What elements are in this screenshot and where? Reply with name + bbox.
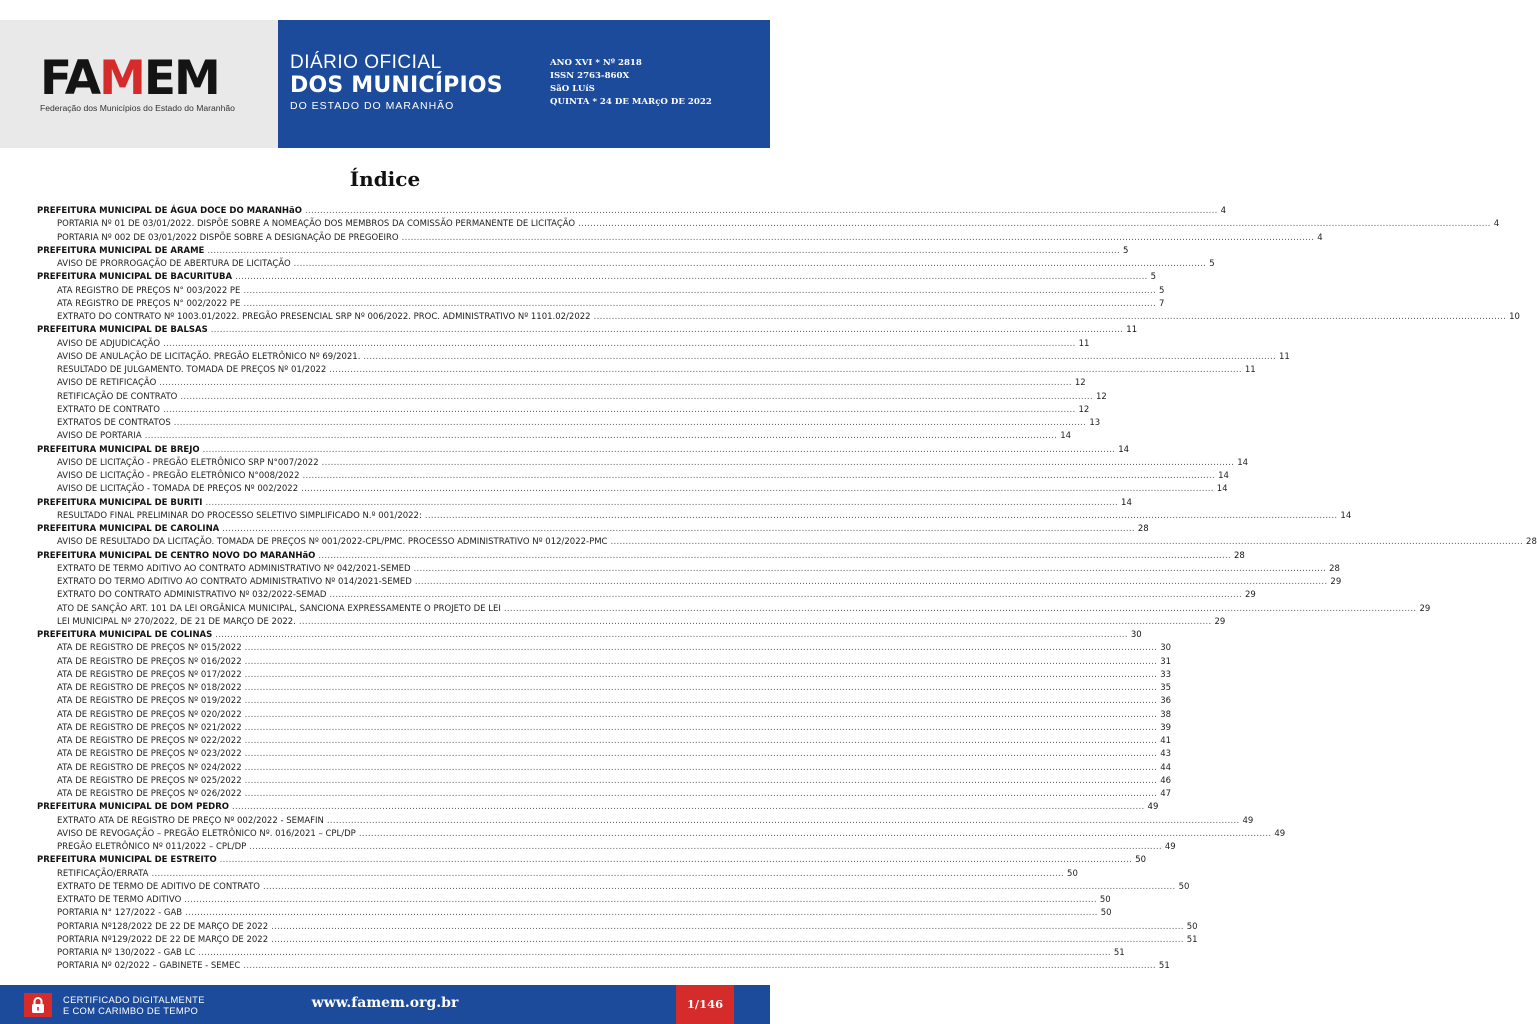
index-item-row[interactable] <box>37 338 1090 352</box>
dot-leader <box>245 789 1158 799</box>
page-number: 1/146 <box>676 985 734 1024</box>
index-entry-label: EXTRATO DO TERMO ADITIVO AO CONTRATO ADMINISTRATIVO Nº 014/2021-SEMED <box>57 577 412 587</box>
dot-leader <box>578 219 1491 229</box>
index-entry-page: 49 <box>1274 828 1286 839</box>
index-item-row[interactable] <box>37 842 1176 855</box>
index-entry-label: AVISO DE ANULAÇÃO DE LICITAÇÃO. PREGÃO ELETRÔNICO Nº 69/2021. <box>57 351 361 362</box>
index-entry-label: PREFEITURA MUNICIPAL DE ESTREITO <box>37 855 217 866</box>
dot-leader <box>414 564 1327 574</box>
cert-line2: E COM CARIMBO DE TEMPO <box>63 1005 199 1016</box>
index-item-row[interactable] <box>37 828 1286 842</box>
index-entry-page: 28 <box>1137 524 1149 534</box>
index-entry-label: ATO DE SANÇÃO ART. 101 DA LEI ORGÂNICA MUNICIPAL, SANCIONA EXPRESSAMENTE O PROJETO DE LEI <box>57 603 501 614</box>
dot-leader <box>610 537 1523 547</box>
index-item-row[interactable] <box>37 418 1101 431</box>
index-section-row[interactable] <box>37 206 1227 219</box>
issue-meta <box>550 57 712 109</box>
index-entry-label: EXTRATO DE TERMO ADITIVO <box>57 895 182 905</box>
index-item-row[interactable] <box>37 616 1226 630</box>
index-entry-label: AVISO DE LICITAÇÃO - PREGÃO ELETRÔNICO SRP N°007/2022 <box>57 457 319 468</box>
index-entry-page: 10 <box>1509 312 1520 322</box>
index-entry-label: RESULTADO FINAL PRELIMINAR DO PROCESSO SELETIVO SIMPLIFICADO N.º 001/2022: <box>57 510 422 521</box>
dot-leader <box>163 339 1076 349</box>
index-entry-label: PORTARIA Nº128/2022 DE 22 DE MARÇO DE 2022 <box>57 921 269 932</box>
index-entry-label: ATA DE REGISTRO DE PREÇOS Nº 023/2022 <box>57 749 242 760</box>
index-entry-label: PORTARIA Nº 002 DE 03/01/2022 DISPÕE SOBRE A DESIGNAÇÃO DE PREGOEIRO <box>57 232 399 243</box>
index-entry-page: 5 <box>1122 245 1129 256</box>
dot-leader <box>159 378 1072 388</box>
index-entry-page: 50 <box>1186 921 1198 932</box>
index-item-row[interactable] <box>37 722 1172 736</box>
index-section-row[interactable] <box>37 444 1130 458</box>
index-entry-label: ATA DE REGISTRO DE PREÇOS Nº 022/2022 <box>57 736 242 746</box>
index-item-row[interactable] <box>37 643 1172 656</box>
index-entry-page: 12 <box>1078 404 1090 415</box>
index-entry-label: RESULTADO DE JULGAMENTO. TOMADA DE PREÇOS Nº 01/2022 <box>57 365 327 375</box>
dot-leader <box>222 524 1135 534</box>
index-entry-label: PREFEITURA MUNICIPAL DE DOM PEDRO <box>37 802 229 813</box>
index-entry-label: PREFEITURA MUNICIPAL DE BURITI <box>37 497 203 508</box>
index-entry-label: EXTRATO DE TERMO DE ADITIVO DE CONTRATO <box>57 881 260 892</box>
dot-leader <box>232 802 1145 812</box>
dot-leader <box>205 498 1118 508</box>
index-item-row[interactable] <box>37 259 1215 272</box>
index-item-row[interactable] <box>37 378 1086 391</box>
index-entry-page: 12 <box>1095 391 1107 402</box>
index-entry-page: 4 <box>1220 206 1227 216</box>
index-entry-page: 33 <box>1160 669 1172 680</box>
index-entry-label: AVISO DE LICITAÇÃO - TOMADA DE PREÇOS Nº 002/2022 <box>57 484 299 495</box>
index-entry-page: 44 <box>1160 762 1172 773</box>
index-section-row[interactable] <box>37 855 1147 868</box>
index-entry-label: AVISO DE PRORROGAÇÃO DE ABERTURA DE LICITAÇÃO <box>57 259 291 269</box>
dot-leader <box>174 418 1087 428</box>
famem-logo <box>40 51 250 113</box>
index-entry-page: 28 <box>1329 563 1340 574</box>
index-entry-label: ATA DE REGISTRO DE PREÇOS Nº 020/2022 <box>57 709 242 720</box>
index-item-row[interactable] <box>37 815 1254 829</box>
index-entry-page: 38 <box>1160 709 1172 720</box>
index-entry-label: PORTARIA Nº 130/2022 - GAB LC <box>57 948 196 958</box>
index-entry-page: 12 <box>1074 378 1086 389</box>
index-entry-label: AVISO DE REVOGAÇÃO – PREGÃO ELETRÔNICO Nº. 016/2021 – CPL/DP <box>57 828 356 839</box>
index-entry-page: 14 <box>1060 431 1072 442</box>
dot-leader <box>245 643 1158 653</box>
index-entry-page: 51 <box>1113 948 1125 958</box>
banner-title-line2: DOS MUNICÍPIOS <box>290 73 503 98</box>
dot-leader <box>211 325 1124 335</box>
index-item-row[interactable] <box>37 934 1198 948</box>
index-entry-page: 11 <box>1126 325 1138 336</box>
index-entry-label: ATA DE REGISTRO DE PREÇOS Nº 019/2022 <box>57 696 242 707</box>
dot-leader <box>151 869 1064 879</box>
index-title: Índice <box>349 167 421 191</box>
index-entry-label: EXTRATOS DE CONTRATOS <box>57 418 171 428</box>
index-entry-page: 11 <box>1078 338 1090 349</box>
footer <box>0 985 770 1024</box>
website-link[interactable]: www.famem.org.br <box>311 995 459 1011</box>
index-entry-label: EXTRATO ATA DE REGISTRO DE PREÇO Nº 002/2022 - SEMAFIN <box>57 815 324 826</box>
index-entry-page: 4 <box>1317 232 1323 243</box>
dot-leader <box>243 299 1156 309</box>
index-item-row[interactable] <box>37 868 1078 882</box>
index-entry-page: 49 <box>1242 815 1254 826</box>
index-entry-page: 50 <box>1178 881 1190 892</box>
dot-leader <box>299 617 1212 627</box>
dot-leader <box>245 776 1158 786</box>
index-entry-label: PREFEITURA MUNICIPAL DE CENTRO NOVO DO MARANHãO <box>37 550 316 561</box>
city: SãO LUíS <box>550 84 595 94</box>
dot-leader <box>243 286 1156 296</box>
dot-leader <box>185 908 1098 918</box>
index-section-row[interactable] <box>37 550 1245 564</box>
index-entry-label: ATA REGISTRO DE PREÇOS N° 002/2022 PE <box>57 298 241 309</box>
index-entry-page: 7 <box>1159 298 1165 309</box>
index-section-row[interactable] <box>37 497 1132 511</box>
issn: ISSN 2763-860X <box>550 71 630 81</box>
index-entry-page: 11 <box>1244 365 1256 375</box>
dot-leader <box>327 816 1240 826</box>
index-item-row[interactable] <box>37 471 1229 484</box>
index-item-row[interactable] <box>37 775 1172 789</box>
index-item-row[interactable] <box>37 789 1172 802</box>
index-entry-label: PREFEITURA MUNICIPAL DE CAROLINA <box>37 524 220 534</box>
index-entry-label: EXTRATO DO CONTRATO Nº 1003.01/2022. PREGÃO PRESENCIAL SRP Nº 006/2022. PROC. ADMINISTRATIVO Nº 1101.02/2022 <box>57 312 591 322</box>
index-entry-label: PORTARIA Nº 01 DE 03/01/2022. DISPÕE SOBRE A NOMEAÇÃO DOS MEMBROS DA COMISSÃO PERMANENTE DE LICITAÇÃO <box>57 219 576 230</box>
index-entry-label: ATA REGISTRO DE PREÇOS N° 003/2022 PE <box>57 285 241 296</box>
index-section-row[interactable] <box>37 630 1142 643</box>
dot-leader <box>245 723 1158 733</box>
index-entry-label: ATA DE REGISTRO DE PREÇOS Nº 021/2022 <box>57 722 242 733</box>
index-item-row[interactable] <box>37 577 1342 590</box>
dot-leader <box>302 471 1215 481</box>
dot-leader <box>249 842 1162 852</box>
document-page <box>0 20 1537 1024</box>
index-item-row[interactable] <box>37 683 1172 696</box>
index-entry-page: 29 <box>1214 616 1226 627</box>
index-item-row[interactable] <box>37 365 1256 378</box>
index-item-row[interactable] <box>37 351 1290 365</box>
index-item-row[interactable] <box>37 404 1090 418</box>
dot-leader <box>402 233 1315 243</box>
index-entry-page: 29 <box>1330 577 1342 587</box>
header <box>0 20 770 148</box>
logo-part-right: EM <box>143 51 219 106</box>
index-item-row[interactable] <box>37 961 1170 974</box>
dot-leader <box>245 763 1158 773</box>
dot-leader <box>245 749 1158 759</box>
index-entry-page: 14 <box>1218 471 1229 481</box>
index-entry-label: AVISO DE PORTARIA <box>57 431 142 442</box>
index-entry-label: RETIFICAÇÃO DE CONTRATO <box>57 391 178 402</box>
index-entry-label: EXTRATO DE CONTRATO <box>57 404 160 415</box>
dot-leader <box>220 855 1133 865</box>
index-entry-label: AVISO DE LICITAÇÃO - PREGÃO ELETRÔNICO N°008/2022 <box>57 471 300 481</box>
dot-leader <box>245 696 1158 706</box>
index-item-row[interactable] <box>37 762 1172 776</box>
index-section-row[interactable] <box>37 272 1157 285</box>
index-entry-label: PORTARIA Nº129/2022 DE 22 DE MARÇO DE 2022 <box>57 934 269 945</box>
banner-title-line1: DIÁRIO OFICIAL <box>290 52 442 73</box>
index-item-row[interactable] <box>37 881 1190 895</box>
index-entry-page: 36 <box>1160 696 1172 707</box>
index-entry-page: 11 <box>1279 351 1290 362</box>
index-entry-label: PREGÃO ELETRÔNICO Nº 011/2022 – CPL/DP <box>57 842 247 852</box>
logo-subtitle: Federação dos Municípios do Estado do Maranhão <box>40 103 235 113</box>
index-entry-page: 29 <box>1244 590 1256 601</box>
index-entry-page: 5 <box>1150 272 1157 283</box>
index-entry-label: AVISO DE RESULTADO DA LICITAÇÃO. TOMADA DE PREÇOS Nº 001/2022-CPL/PMC. PROCESSO ADMINISTRATIVO Nº 012/2022-PMC <box>57 537 608 548</box>
index-item-row[interactable] <box>37 749 1172 762</box>
dot-leader <box>215 630 1128 640</box>
index-item-row[interactable] <box>37 590 1256 603</box>
index-entry-page: 4 <box>1493 219 1500 230</box>
index-item-row[interactable] <box>37 457 1249 471</box>
index-entry-page: 39 <box>1160 722 1172 733</box>
index-item-row[interactable] <box>37 431 1072 444</box>
index-list <box>37 206 1537 975</box>
cert-line1: CERTIFICADO DIGITALMENTE <box>63 994 205 1005</box>
index-item-row[interactable] <box>37 603 1431 617</box>
index-entry-label: RETIFICAÇÃO/ERRATA <box>57 868 149 879</box>
index-entry-page: 35 <box>1160 683 1172 693</box>
index-entry-label: PREFEITURA MUNICIPAL DE ARAME <box>37 245 205 256</box>
dot-leader <box>271 922 1184 932</box>
index-entry-label: PREFEITURA MUNICIPAL DE BREJO <box>37 444 200 455</box>
index-entry-label: PREFEITURA MUNICIPAL DE BACURITUBA <box>37 272 233 283</box>
dot-leader <box>594 312 1507 322</box>
index-item-row[interactable] <box>37 219 1500 232</box>
dot-leader <box>235 272 1148 282</box>
index-entry-page: 14 <box>1121 497 1132 508</box>
index-entry-label: ATA DE REGISTRO DE PREÇOS Nº 024/2022 <box>57 762 242 773</box>
dot-leader <box>359 829 1272 839</box>
dot-leader <box>180 392 1093 402</box>
dot-leader <box>163 405 1076 415</box>
issue-number: ANO XVI * Nº 2818 <box>550 58 642 68</box>
issue-date: QUINTA * 24 DE MARçO DE 2022 <box>550 97 712 107</box>
index-section-row[interactable] <box>37 802 1159 815</box>
index-entry-page: 28 <box>1526 537 1537 548</box>
index-item-row[interactable] <box>37 391 1107 405</box>
dot-leader <box>243 961 1156 971</box>
index-entry-label: LEI MUNICIPAL Nº 270/2022, DE 21 DE MARÇO DE 2022. <box>57 616 296 627</box>
index-entry-page: 49 <box>1164 842 1176 852</box>
dot-leader <box>504 604 1417 614</box>
index-entry-page: 50 <box>1067 868 1078 879</box>
index-entry-label: ATA DE REGISTRO DE PREÇOS Nº 017/2022 <box>57 669 242 680</box>
index-item-row[interactable] <box>37 312 1520 325</box>
index-entry-label: ATA DE REGISTRO DE PREÇOS Nº 015/2022 <box>57 643 242 654</box>
index-entry-page: 30 <box>1130 630 1142 640</box>
index-entry-page: 30 <box>1160 643 1172 654</box>
index-entry-page: 14 <box>1216 484 1228 495</box>
dot-leader <box>245 683 1158 693</box>
index-entry-page: 5 <box>1209 259 1215 269</box>
index-item-row[interactable] <box>37 537 1537 550</box>
index-entry-label: PREFEITURA MUNICIPAL DE ÁGUA DOCE DO MARANHãO <box>37 206 303 216</box>
logo-part-left: FA <box>40 51 100 106</box>
banner-title-line3: DO ESTADO DO MARANHÃO <box>290 100 455 112</box>
dot-leader <box>415 577 1328 587</box>
index-entry-page: 31 <box>1160 656 1172 667</box>
title-banner <box>278 20 770 148</box>
dot-leader <box>198 948 1111 958</box>
dot-leader <box>363 352 1276 362</box>
index-item-row[interactable] <box>37 563 1340 577</box>
index-section-row[interactable] <box>37 245 1129 259</box>
logo-wordmark <box>40 51 250 106</box>
index-entry-page: 51 <box>1158 961 1170 972</box>
index-entry-page: 43 <box>1160 749 1172 760</box>
dot-leader <box>318 551 1231 561</box>
index-item-row[interactable] <box>37 510 1352 524</box>
dot-leader <box>301 484 1214 494</box>
dot-leader <box>294 259 1207 269</box>
index-entry-label: PORTARIA Nº 02/2022 – GABINETE - SEMEC <box>57 961 241 972</box>
index-item-row[interactable] <box>37 696 1172 709</box>
index-entry-page: 51 <box>1186 934 1198 945</box>
index-entry-page: 14 <box>1237 457 1249 468</box>
dot-leader <box>207 246 1120 256</box>
dot-leader <box>203 445 1116 455</box>
index-item-row[interactable] <box>37 948 1125 961</box>
index-section-row[interactable] <box>37 325 1138 338</box>
index-entry-page: 5 <box>1159 285 1165 296</box>
index-item-row[interactable] <box>37 895 1111 908</box>
index-item-row[interactable] <box>37 908 1112 921</box>
index-entry-label: ATA DE REGISTRO DE PREÇOS Nº 026/2022 <box>57 789 242 799</box>
dot-leader <box>145 431 1058 441</box>
index-entry-page: 29 <box>1419 603 1431 614</box>
index-section-row[interactable] <box>37 524 1149 537</box>
index-entry-page: 47 <box>1160 789 1172 799</box>
index-item-row[interactable] <box>37 656 1172 670</box>
dot-leader <box>245 657 1158 667</box>
index-entry-page: 28 <box>1233 550 1245 561</box>
index-item-row[interactable] <box>37 669 1172 683</box>
index-entry-label: PREFEITURA MUNICIPAL DE COLINAS <box>37 630 213 640</box>
index-item-row[interactable] <box>37 921 1198 935</box>
index-entry-label: EXTRATO DE TERMO ADITIVO AO CONTRATO ADMINISTRATIVO Nº 042/2021-SEMED <box>57 563 411 574</box>
index-entry-label: ATA DE REGISTRO DE PREÇOS Nº 016/2022 <box>57 656 242 667</box>
index-entry-label: AVISO DE RETIFICAÇÃO <box>57 378 157 389</box>
index-item-row[interactable] <box>37 484 1228 497</box>
index-item-row[interactable] <box>37 709 1172 723</box>
index-entry-label: EXTRATO DO CONTRATO ADMINISTRATIVO Nº 032/2022-SEMAD <box>57 590 327 601</box>
index-entry-label: PORTARIA N° 127/2022 - GAB <box>57 908 183 919</box>
index-entry-page: 50 <box>1135 855 1147 866</box>
index-item-row[interactable] <box>37 285 1165 299</box>
index-entry-label: ATA DE REGISTRO DE PREÇOS Nº 025/2022 <box>57 775 242 786</box>
dot-leader <box>305 206 1218 216</box>
dot-leader <box>329 590 1242 600</box>
index-entry-page: 46 <box>1160 775 1172 786</box>
dot-leader <box>263 882 1176 892</box>
logo-part-mid: M <box>99 51 144 106</box>
dot-leader <box>425 511 1338 521</box>
index-entry-label: ATA DE REGISTRO DE PREÇOS Nº 018/2022 <box>57 683 242 693</box>
dot-leader <box>245 736 1158 746</box>
dot-leader <box>184 895 1097 905</box>
index-entry-page: 49 <box>1147 802 1159 813</box>
index-entry-page: 50 <box>1099 895 1111 905</box>
dot-leader <box>245 670 1158 680</box>
banner-title <box>290 53 503 114</box>
dot-leader <box>329 365 1242 375</box>
index-entry-label: PREFEITURA MUNICIPAL DE BALSAS <box>37 325 208 336</box>
index-entry-page: 14 <box>1118 444 1130 455</box>
index-item-row[interactable] <box>37 736 1172 749</box>
dot-leader <box>245 710 1158 720</box>
index-entry-label: AVISO DE ADJUDICAÇÃO <box>57 338 161 349</box>
dot-leader <box>322 458 1235 468</box>
index-entry-page: 50 <box>1100 908 1112 919</box>
index-entry-page: 41 <box>1160 736 1172 746</box>
index-entry-page: 13 <box>1089 418 1101 428</box>
index-item-row[interactable] <box>37 298 1165 312</box>
index-item-row[interactable] <box>37 232 1323 246</box>
index-entry-page: 14 <box>1340 510 1352 521</box>
dot-leader <box>271 935 1184 945</box>
